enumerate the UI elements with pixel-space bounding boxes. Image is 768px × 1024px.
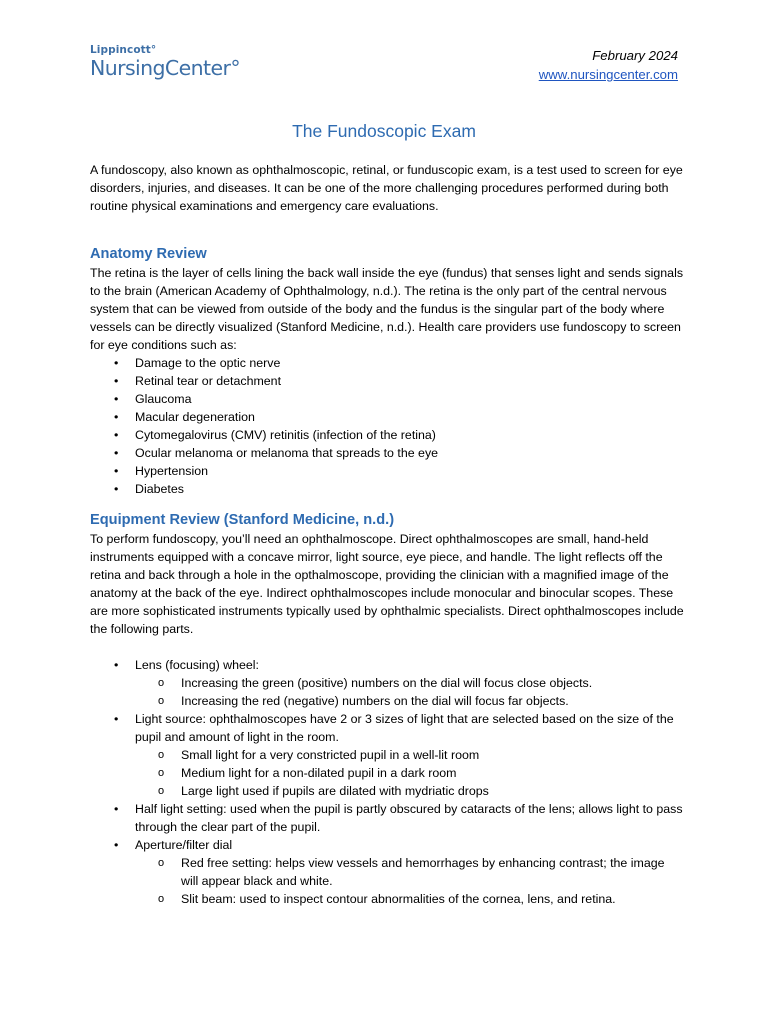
part-sub-list	[135, 674, 685, 710]
part-sub-item: o Increasing the green (positive) numbers on the dial will focus close objects.	[135, 674, 685, 692]
part-label: Light source: ophthalmoscopes have 2 or 3 sizes of light that are selected based on the size of the pupil and amount of light in the room.	[135, 712, 674, 744]
condition-list-item: • Macular degeneration	[90, 408, 685, 426]
part-label: Half light setting: used when the pupil is partly obscured by cataracts of the lens; allows light to pass through the clear part of the pupil.	[135, 802, 683, 834]
spacer	[90, 215, 685, 244]
condition-list-item: • Diabetes	[90, 480, 685, 498]
anatomy-heading: Anatomy Review	[90, 246, 207, 262]
condition-list-item: • Ocular melanoma or melanoma that spreads to the eye	[90, 444, 685, 462]
publication-date: February 2024	[592, 48, 678, 63]
part-sub-item: o Large light used if pupils are dilated with mydriatic drops	[135, 782, 685, 800]
spacer	[90, 498, 685, 510]
part-list-item	[90, 656, 685, 710]
condition-list-item: • Glaucoma	[90, 390, 685, 408]
part-sub-item: o Increasing the red (negative) numbers on the dial will focus far objects.	[135, 692, 685, 710]
intro-paragraph: A fundoscopy, also known as ophthalmoscopic, retinal, or funduscopic exam, is a test used to screen for eye disorders, injuries, and diseases. It can be one of the more challenging procedures performed during both routine physical examinations and emergency care evaluations.	[90, 163, 683, 213]
part-sub-item: o Small light for a very constricted pupil in a well-lit room	[135, 746, 685, 764]
ophthalmoscope-parts-list	[90, 656, 685, 908]
nursingcenter-logo	[90, 44, 240, 80]
website-link[interactable]: www.nursingcenter.com	[538, 67, 678, 82]
part-sub-list	[135, 854, 685, 908]
anatomy-paragraph: The retina is the layer of cells lining the back wall inside the eye (fundus) that senses light and sends signals to the brain (American Academy of Ophthalmology, n.d.). The retina is the only part of the central nervous system that can be viewed from outside of the body and the fundus is the singular part of the body where vessels can be directly visualized (Stanford Medicine, n.d.). Health care providers use fundoscopy to screen for eye conditions such as:	[90, 266, 684, 352]
part-list-item	[90, 836, 685, 908]
equipment-paragraph: To perform fundoscopy, you’ll need an ophthalmoscope. Direct ophthalmoscopes are small, hand-held instruments equipped with a concave mirror, light source, eye piece, and handle. The light reflects off the retina and back through a hole in the opthalmoscope, providing the clinician with a magnified image of the anatomy at the back of the eye. Indirect ophthalmoscopes include monocular and binocular scopes. These are more sophisticated instruments typically used by ophthalmic specialists. Direct ophthalmoscopes include the following parts.	[90, 532, 684, 636]
part-sub-list	[135, 746, 685, 800]
part-sub-item: o Red free setting: helps view vessels and hemorrhages by enhancing contrast; the image will appear black and white.	[135, 854, 685, 890]
document-body	[90, 161, 685, 908]
page-title: The Fundoscopic Exam	[292, 121, 476, 141]
anatomy-condition-list	[90, 354, 685, 498]
logo-lippincott-text: Lippincott°	[90, 44, 157, 56]
part-list-item	[90, 800, 685, 836]
part-sub-item: o Slit beam: used to inspect contour abnormalities of the cornea, lens, and retina.	[135, 890, 685, 908]
equipment-heading: Equipment Review (Stanford Medicine, n.d.)	[90, 512, 395, 528]
spacer	[90, 638, 685, 656]
part-label: Lens (focusing) wheel:	[135, 658, 259, 672]
condition-list-item: • Cytomegalovirus (CMV) retinitis (infection of the retina)	[90, 426, 685, 444]
part-sub-item: o Medium light for a non-dilated pupil in a dark room	[135, 764, 685, 782]
logo-nursingcenter-text: NursingCenter°	[90, 56, 240, 80]
part-label: Aperture/filter dial	[135, 838, 233, 852]
condition-list-item: • Hypertension	[90, 462, 685, 480]
condition-list-item: • Damage to the optic nerve	[90, 354, 685, 372]
condition-list-item: • Retinal tear or detachment	[90, 372, 685, 390]
header-info	[539, 46, 678, 84]
part-list-item	[90, 710, 685, 800]
